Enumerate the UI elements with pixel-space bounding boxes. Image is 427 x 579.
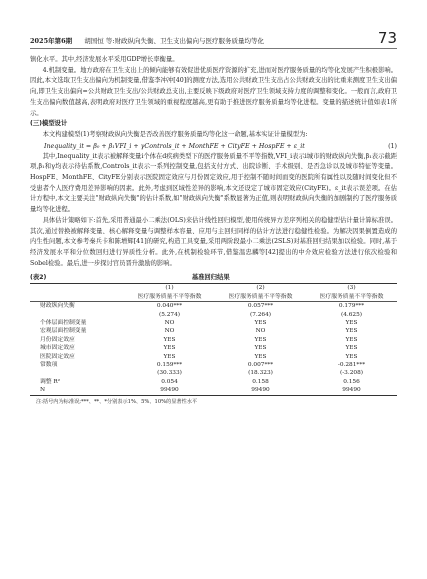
paragraph-estimation-strategy: 具体估计策略如下:首先,采用普通最小二乘法(OLS)来估计线性回归模型,使用传统异方差序列相关的稳健型估计量计算标准误。其次,通过替换被解释变量、核心解释变量与调整样本容量、应用与主回归同样的估计方法进行稳健性检验。为解决因果倒置造成的内生性问题,本文参考秦兵卡和陈增辉[41]的研究,构造工具变量,采用两阶段最小二乘法(2SLS)对基准回归结果加以检验。同时,基于经济发展水平和分位数回归进行异质性分析。此外,在机制检验环节,借鉴温忠麟等[42]提出的中介效应检验方法进行依次检验和Sobel检验。最后,进一步探讨官员晋升激励的影响。 [30, 216, 397, 267]
table-cell: -0.281*** [337, 362, 366, 369]
table-cell: YES [254, 336, 267, 343]
paragraph-model-description: 其中,Inequality_it表示被解释变量i个体在d疾病类型下的医疗服务质量不平等指数,VFI_i表示i城市的财政纵向失衡,β₁表示截距项,β₁和γ均表示待估系数,Controls_it表示一系列控制变量,包括支付方式、出院诊断、手术级别、是否急诊以及城市特征等变量。HospFE、MonthFE、CityFE分别表示医院固定效应与月份固定效应,用于控制不随时间而变的医院所有属性以及随时间变化但不受患者个人医疗费用差异影响的因素。此外,考虑到区域性差异的影响,本文还设定了城市固定效应(CityFE)。ε_it表示误差项。在估计方程中,本文主要关注"财政纵向失衡"的估计系数,如"财政纵向失衡"系数显著为正值,则表明财政纵向失衡的加剧制约了医疗服务质量均等化进程。 [30, 152, 397, 214]
col-header: 医疗服务质量不平等指数 [124, 293, 215, 302]
regression-table [30, 283, 397, 395]
equation-text: Inequality_it = β₀ + β₁VFI_i + γControls_it + MonthFE + CityFE + HospFE + ε_it [44, 142, 305, 150]
table-caption [30, 273, 397, 283]
table-note: 注:括号内为标准误;***、**、*分别表示1%、5%、10%的显著性水平 [36, 398, 198, 405]
table-cell: YES [345, 319, 358, 326]
table-cell: YES [345, 353, 358, 360]
equation-number: (1) [388, 142, 397, 150]
table-row [30, 369, 397, 377]
table-cell: (4.625) [340, 311, 363, 318]
table-cell: (7.264) [249, 311, 272, 318]
table-row [30, 336, 397, 344]
col-header: 医疗服务质量不平等指数 [306, 293, 397, 302]
table-cell: NO [164, 328, 175, 335]
table-row [30, 293, 397, 302]
table-cell: YES [254, 345, 267, 352]
row-label: 城市固定效应 [40, 345, 75, 352]
paragraph-mechanism-variable: 4.机制变量。地方政府在卫生支出上的倾向能够有效促进优质医疗资源的扩充,进而对医疗服务质量的均等化发展产生积极影响。因此,本文选取卫生支出偏向为机制变量,借鉴李冲冲[40]的测度方法,选用公共财政卫生支出占公共财政支出的比重来测度卫生支出偏向,即卫生支出偏向=公共财政卫生支出/公共财政总支出,主要反映下级政府对医疗卫生领域支持力度的调整和变化。一般而言,政府卫生支出偏向数值越高,表明政府对医疗卫生领域的重视程度越高,更有助于推进医疗服务质量均等化进程。变量的描述统计值如表1所示。 [30, 66, 397, 117]
table-row [30, 319, 397, 327]
table-cell: YES [345, 328, 358, 335]
paragraph-model-intro: 本文构建模型(1)考察财政纵向失衡是否改善医疗服务质量均等化这一命题,基本实证计量模型为: [42, 130, 308, 138]
table-row [30, 327, 397, 335]
table-cell: NO [255, 328, 266, 335]
table-cell: NO [164, 319, 175, 326]
table-cell: (5.274) [158, 311, 181, 318]
table-cell: YES [254, 353, 267, 360]
row-label: 月份固定效应 [40, 336, 75, 343]
table-row [30, 378, 397, 386]
table-row [30, 311, 397, 319]
table-row [30, 344, 397, 352]
row-label: 财政纵向失衡 [40, 303, 75, 310]
row-label: 个体层面控制变量 [40, 319, 87, 326]
row-label: 医院固定效应 [40, 353, 75, 360]
table-cell: 0.054 [161, 378, 178, 385]
table-cell: 99490 [342, 387, 361, 394]
table-cell: (18.323) [248, 370, 273, 377]
table-cell: 99490 [160, 387, 179, 394]
table-row [30, 353, 397, 361]
paragraph-1: 镇化水平。其中,经济发展水平采用GDP增长率衡量。 [30, 56, 179, 63]
table-row [30, 361, 397, 369]
table-cell: YES [254, 319, 267, 326]
table-cell: YES [345, 345, 358, 352]
section-heading-model: (三)模型设计 [30, 120, 68, 128]
table-label: (表2) [30, 274, 47, 282]
col-number: (1) [165, 285, 174, 292]
table-cell: 0.159*** [156, 362, 183, 369]
table-cell: 0.057*** [247, 303, 274, 310]
table-title: 基准回归结果 [191, 274, 230, 282]
row-label: 宏观层面控制变量 [40, 328, 87, 335]
table-row [30, 284, 397, 293]
table-cell: 0.158 [252, 378, 269, 385]
col-header: 医疗服务质量不平等指数 [215, 293, 306, 302]
row-label: N [40, 387, 46, 394]
table-cell: YES [163, 345, 176, 352]
table-cell: YES [163, 336, 176, 343]
table-cell: 0.007*** [247, 362, 274, 369]
header-left [30, 36, 264, 48]
journal-issue: 2025年第6期 [30, 37, 73, 45]
equation-1 [30, 141, 397, 152]
row-label: 常数项 [40, 362, 58, 369]
page-number: 73 [377, 29, 397, 47]
col-number: (3) [347, 285, 356, 292]
table-row [30, 302, 397, 311]
row-label: 调整 R² [40, 378, 61, 385]
main-content [30, 55, 397, 407]
col-number: (2) [256, 285, 265, 292]
table-cell: 0.040*** [156, 303, 183, 310]
table-row [30, 386, 397, 395]
table-cell: 0.156 [343, 378, 360, 385]
table-cell: (-3.208) [339, 370, 364, 377]
running-title: 胡国恒 等:财政纵向失衡、卫生支出偏向与医疗服务质量均等化 [84, 37, 264, 45]
table-cell: 99490 [251, 387, 270, 394]
running-header [30, 26, 397, 49]
table-cell: YES [345, 336, 358, 343]
table-cell: YES [163, 353, 176, 360]
table-cell: (30.333) [157, 370, 182, 377]
table-cell: 0.179*** [338, 303, 365, 310]
